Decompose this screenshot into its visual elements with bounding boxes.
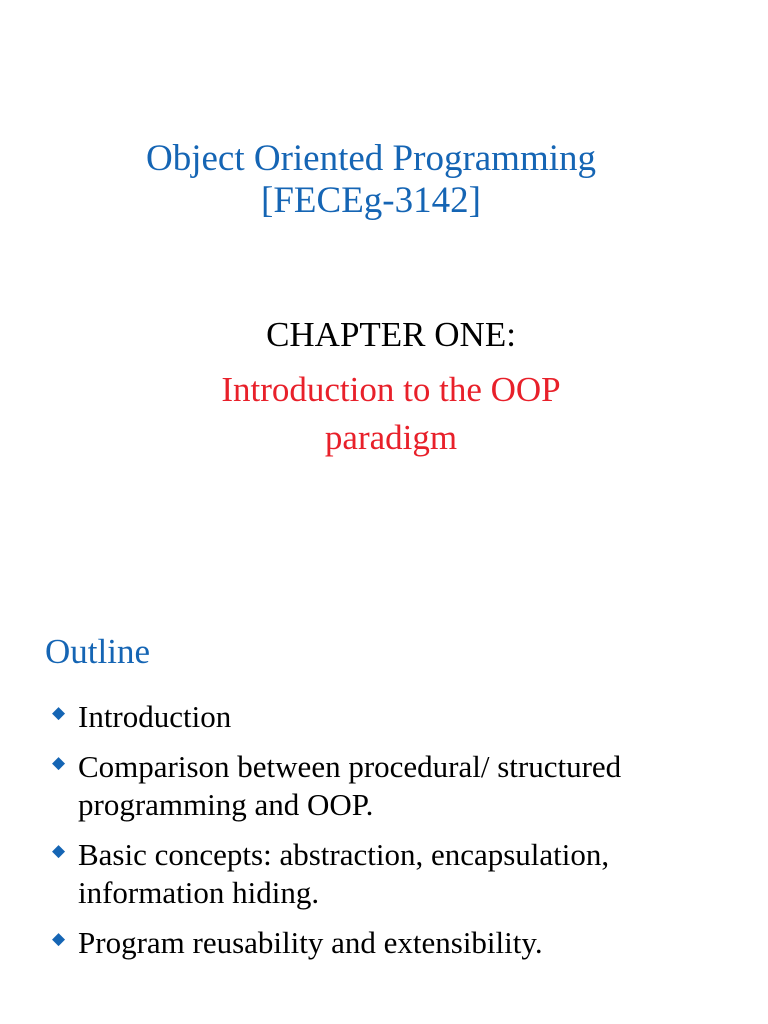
chapter-title — [0, 366, 768, 462]
outline-list — [0, 698, 740, 974]
list-item-text: Comparison between procedural/ structured programming and OOP. — [78, 749, 622, 822]
list-item — [0, 698, 740, 736]
list-item — [0, 748, 740, 824]
list-item — [0, 836, 740, 912]
chapter-title-line-2: paradigm — [324, 418, 458, 457]
diamond-bullet-icon: ◆ — [52, 841, 66, 860]
course-code: [FECEg-3142] — [261, 180, 481, 221]
course-title — [0, 138, 742, 222]
course-name: Object Oriented Programming — [145, 138, 597, 179]
outline-slide — [0, 600, 768, 1024]
diamond-bullet-icon: ◆ — [52, 929, 66, 948]
diamond-bullet-icon: ◆ — [52, 753, 66, 772]
diamond-bullet-icon: ◆ — [52, 703, 66, 722]
list-item-text: Introduction — [78, 699, 232, 734]
list-item — [0, 924, 740, 962]
list-item-text: Basic concepts: abstraction, encapsulation, information hiding. — [78, 837, 610, 910]
chapter-title-line-1: Introduction to the OOP — [221, 370, 561, 409]
outline-heading: Outline — [45, 632, 150, 671]
list-item-text: Program reusability and extensibility. — [78, 925, 543, 960]
chapter-label: CHAPTER ONE: — [266, 315, 516, 354]
